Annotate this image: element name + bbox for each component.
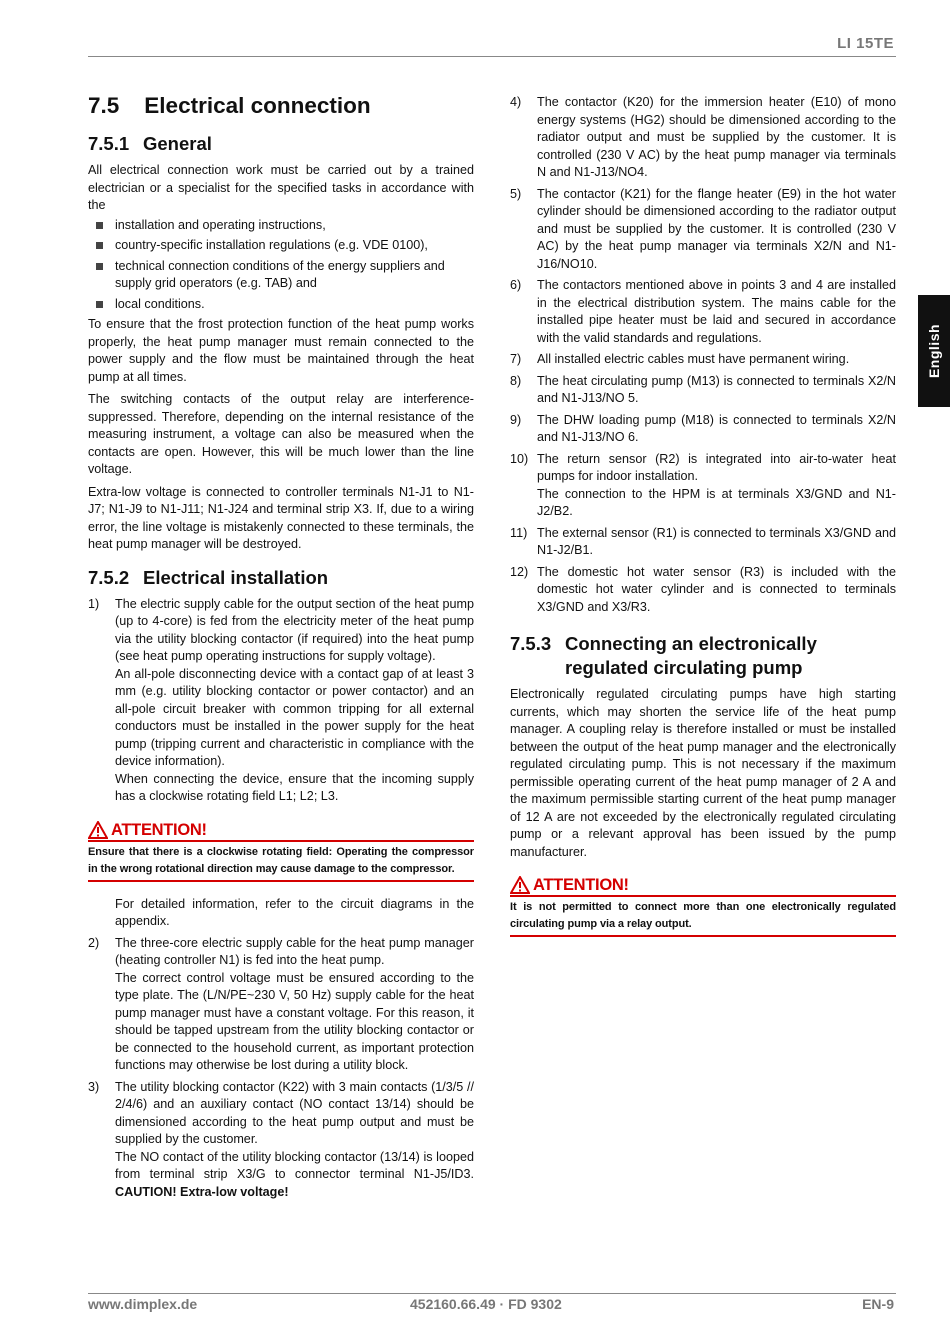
subsection-heading-general	[88, 132, 474, 156]
item-text: The electric supply cable for the output section of the heat pump (up to 4-core) is fed from the electricity meter of the heat pump via the utility blocking contactor (if required) into the heat pump (see heat pump operating instructions for supply voltage).	[115, 596, 474, 663]
warning-triangle-icon	[510, 876, 530, 894]
numbered-item: 9) The DHW loading pump (M18) is connected to terminals X2/N and N1-J13/NO 6.	[510, 412, 896, 444]
numbered-item	[88, 935, 474, 1075]
paragraph: All electrical connection work must be carried out by a trained electrician or a specialist for the specified tasks in accordance with the	[88, 163, 474, 212]
paragraph: The switching contacts of the output relay are interference-suppressed. Therefore, depending on the internal resistance of the measuring instrument, a voltage can also be measured when the contacts are open. However, this will be much lower than the line voltage.	[88, 392, 474, 476]
attention-rule	[88, 880, 474, 882]
item-text: An all-pole disconnecting device with a contact gap of at least 3 mm (e.g. utility blocking contactor or power contactor) and an all-pole circuit breaker with common tripping for all external conductors must be installed in the power supply for the heat pump (tripping current and characteristic in compliance with the device information).	[115, 666, 474, 768]
paragraph: Extra-low voltage is connected to controller terminals N1-J1 to N1-J7; N1-J9 to N1-J11; N1-J24 and terminal strip X3. If, due to a wiring error, the line voltage is mistakenly connected to these terminals, the heat pump manager will be destroyed.	[88, 484, 474, 551]
attention-text: It is not permitted to connect more than one electronically regulated circulating pump via a relay output.	[510, 901, 896, 930]
bullet-list	[88, 217, 474, 314]
list-item: country-specific installation regulations (e.g. VDE 0100),	[88, 237, 474, 255]
subsection-title: General	[143, 133, 212, 154]
numbered-item	[88, 596, 474, 806]
subsection-title: Connecting an electronically regulated circulating pump	[565, 633, 817, 678]
numbered-item: 8) The heat circulating pump (M13) is connected to terminals X2/N and N1-J13/NO 5.	[510, 373, 896, 405]
attention-text: Ensure that there is a clockwise rotating field: Operating the compressor in the wrong rotational direction may cause damage to the compressor.	[88, 845, 474, 875]
item-text: The NO contact of the utility blocking contactor (13/14) is looped from terminal strip X3/G to connector terminal N1-J5/ID3. CAUTION! Extra-low voltage!	[115, 1149, 474, 1199]
subsection-number: 7.5.1	[88, 133, 130, 154]
item-text: The utility blocking contactor (K22) with 3 main contacts (1/3/5 // 2/4/6) and an auxiliary contact (NO contact 13/14) should be dimensioned according to the heat pump output and must be supplied by the customer.	[115, 1079, 474, 1146]
section-title: Electrical connection	[144, 93, 371, 118]
footer-website: www.dimplex.de	[88, 1296, 198, 1312]
item-number: 2)	[88, 935, 100, 950]
subsection-number: 7.5.2	[88, 566, 130, 588]
numbered-item	[88, 1079, 474, 1202]
section-heading	[88, 92, 474, 120]
item-text: The three-core electric supply cable for the heat pump manager (heating controller N1) is fed into the heat pump.	[115, 935, 474, 967]
list-item: technical connection conditions of the energy suppliers and supply grid operators (e.g. TAB) and	[88, 258, 474, 293]
attention-box	[510, 875, 896, 937]
paragraph: To ensure that the frost protection function of the heat pump works properly, the heat pump manager must remain connected to the power supply and the flow must be maintained through the heat pump at all times.	[88, 317, 474, 384]
language-tab-label: English	[926, 323, 942, 379]
right-column	[510, 94, 896, 951]
item-number: 1)	[88, 596, 100, 611]
item-text: The correct control voltage must be ensured according to the type plate. The (L/N/PE~230 V, 50 Hz) supply cable for the heat pump manager must have a constant voltage. For this reason, it should be tapped upstream from the utility blocking contactor or be connected to the household current, as important protection functions may otherwise be lost during a utility block.	[115, 970, 474, 1072]
list-item: local conditions.	[88, 296, 474, 314]
attention-title: ATTENTION!	[88, 820, 474, 840]
header-divider	[88, 56, 896, 57]
attention-title: ATTENTION!	[510, 875, 896, 895]
warning-triangle-icon	[88, 821, 108, 839]
language-tab	[918, 295, 950, 407]
section-number: 7.5	[88, 93, 120, 118]
numbered-item: 11) The external sensor (R1) is connected to terminals X3/GND and N1-J2/B1.	[510, 525, 896, 557]
footer-document-number: 452160.66.49 · FD 9302	[410, 1296, 562, 1312]
attention-box	[88, 820, 474, 882]
subsection-number: 7.5.3	[510, 633, 552, 654]
subsection-heading-pump	[510, 632, 896, 680]
numbered-item: 5) The contactor (K21) for the flange heater (E9) in the hot water cylinder should be dimensioned according to the radiator output and must be supplied by the customer. It is controlled (230 V AC) by the heat pump manager via terminals X2/N and N1-J16/NO10.	[510, 186, 896, 271]
subsection-heading-installation	[88, 566, 474, 590]
square-bullet-icon	[96, 222, 103, 229]
numbered-item: 6) The contactors mentioned above in points 3 and 4 are installed in the electrical distribution system. The mains cable for the installed pipe heater must be laid and secured in accordance with the valid standards and regulations.	[510, 278, 896, 345]
document-model: LI 15TE	[837, 35, 894, 52]
square-bullet-icon	[96, 301, 103, 308]
square-bullet-icon	[96, 242, 103, 249]
caution-text: CAUTION! Extra-low voltage!	[115, 1184, 289, 1199]
subsection-title: Electrical installation	[143, 566, 329, 588]
item-text: When connecting the device, ensure that the incoming supply has a clockwise rotating field L1; L2; L3.	[115, 771, 474, 803]
numbered-item: 10) The return sensor (R2) is integrated into air-to-water heat pumps for indoor installation. The connection to the HPM is at terminals X3/GND and N1-J2/B2.	[510, 451, 896, 518]
paragraph: Electronically regulated circulating pumps have high starting currents, which may shorten the service life of the heat pump manager. A coupling relay is therefore installed or must be installed between the output of the heat pump manager and the electronically regulated circulating pump. This is not necessary if the maximum permissible operating current of the heat pump manager of 2 A and the maximum permissible starting current of the heat pump manager of 12 A are not exceeded by the electronically regulated circulating pump or a relevant approval has been issued by the pump manufacturer.	[510, 687, 896, 859]
paragraph: For detailed information, refer to the circuit diagrams in the appendix.	[115, 896, 474, 928]
numbered-item: 4) The contactor (K20) for the immersion heater (E10) of mono energy systems (HG2) should be dimensioned according to the radiator output and must be supplied by the customer. It is controlled (230 V AC) by the heat pump manager via terminals N and N1-J13/NO4.	[510, 95, 896, 179]
footer-divider	[88, 1293, 896, 1294]
list-item: installation and operating instructions,	[88, 217, 474, 235]
attention-rule	[510, 935, 896, 937]
item-number: 3)	[88, 1079, 100, 1094]
numbered-item: 12) The domestic hot water sensor (R3) is included with the domestic hot water cylinder and is connected to terminals X3/GND and X3/R3.	[510, 564, 896, 614]
left-column	[88, 92, 474, 1205]
footer-page-number: EN-9	[862, 1296, 894, 1312]
numbered-item: 7) All installed electric cables must have permanent wiring.	[510, 352, 850, 366]
square-bullet-icon	[96, 263, 103, 270]
